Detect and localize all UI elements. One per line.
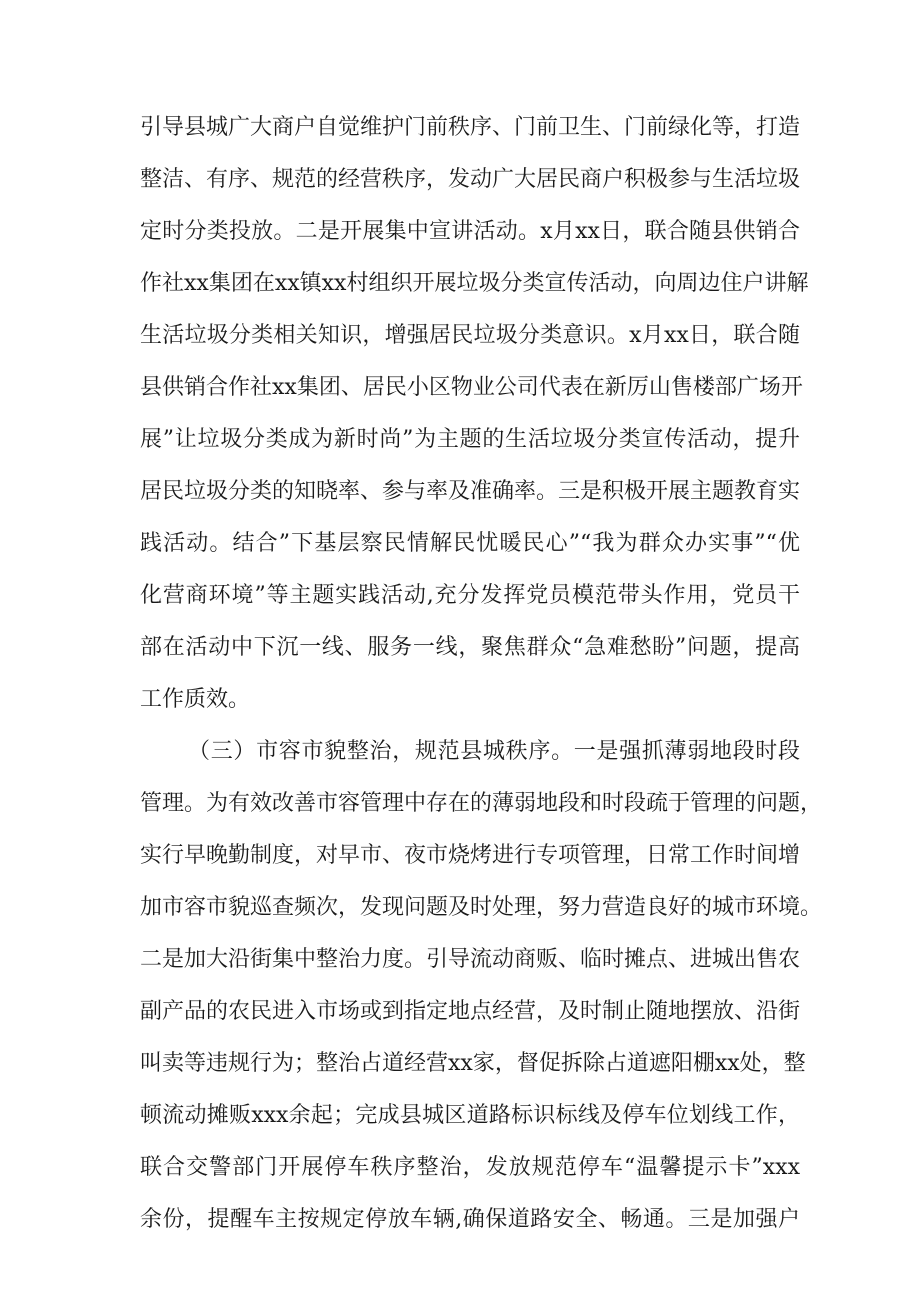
text-line: 叫卖等违规行为；整治占道经营xx家，督促拆除占道遮阳棚xx处，整 <box>140 1051 806 1076</box>
text-line: 县供销合作社xx集团、居民小区物业公司代表在新厉山售楼部广场开 <box>140 375 803 400</box>
text-line: 践活动。结合”下基层察民情解民忧暖民心”“我为群众办实事”“优 <box>140 531 800 556</box>
text-line: 生活垃圾分类相关知识，增强居民垃圾分类意识。x月xx日，联合随 <box>140 323 800 348</box>
text-line: 整洁、有序、规范的经营秩序，发动广大居民商户积极参与生活垃圾 <box>140 167 801 192</box>
text-line: 引导县城广大商户自觉维护门前秩序、门前卫生、门前绿化等，打造 <box>140 115 801 140</box>
text-line: 化营商环境”等主题实践活动,充分发挥党员模范带头作用，党员干 <box>140 583 800 608</box>
text-line: 定时分类投放。二是开展集中宣讲活动。x月xx日，联合随县供销合 <box>140 219 800 244</box>
text-line: 二是加大沿街集中整治力度。引导流动商贩、临时摊点、进城出售农 <box>140 947 801 972</box>
text-line: 加市容市貌巡查频次，发现问题及时处理，努力营造良好的城市环境。 <box>140 895 823 920</box>
section-heading-line: （三）市容市貌整治，规范县城秩序。一是强抓薄弱地段时段 <box>188 739 800 764</box>
text-line: 余份，提醒车主按规定停放车辆,确保道路安全、畅通。三是加强户 <box>140 1207 800 1232</box>
text-line: 副产品的农民进入市场或到指定地点经营，及时制止随地摆放、沿街 <box>140 999 801 1024</box>
text-line: 工作质效。 <box>140 687 251 712</box>
text-line: 顿流动摊贩xxx余起；完成县城区道路标识标线及停车位划线工作， <box>140 1103 800 1128</box>
text-line: 作社xx集团在xx镇xx村组织开展垃圾分类宣传活动，向周边住户讲解 <box>140 271 809 296</box>
document-body <box>140 102 823 1246</box>
text-line: 实行早晚勤制度，对早市、夜市烧烤进行专项管理，日常工作时间增 <box>140 843 801 868</box>
text-line: 居民垃圾分类的知晓率、参与率及准确率。三是积极开展主题教育实 <box>140 479 801 504</box>
text-line: 联合交警部门开展停车秩序整治，发放规范停车“温馨提示卡”xxx <box>140 1155 800 1180</box>
text-line: 部在活动中下沉一线、服务一线，聚焦群众“急难愁盼”问题，提高 <box>140 635 800 660</box>
text-line: 展”让垃圾分类成为新时尚”为主题的生活垃圾分类宣传活动，提升 <box>140 427 800 452</box>
text-line: 管理。为有效改善市容管理中存在的薄弱地段和时段疏于管理的问题， <box>140 791 823 816</box>
